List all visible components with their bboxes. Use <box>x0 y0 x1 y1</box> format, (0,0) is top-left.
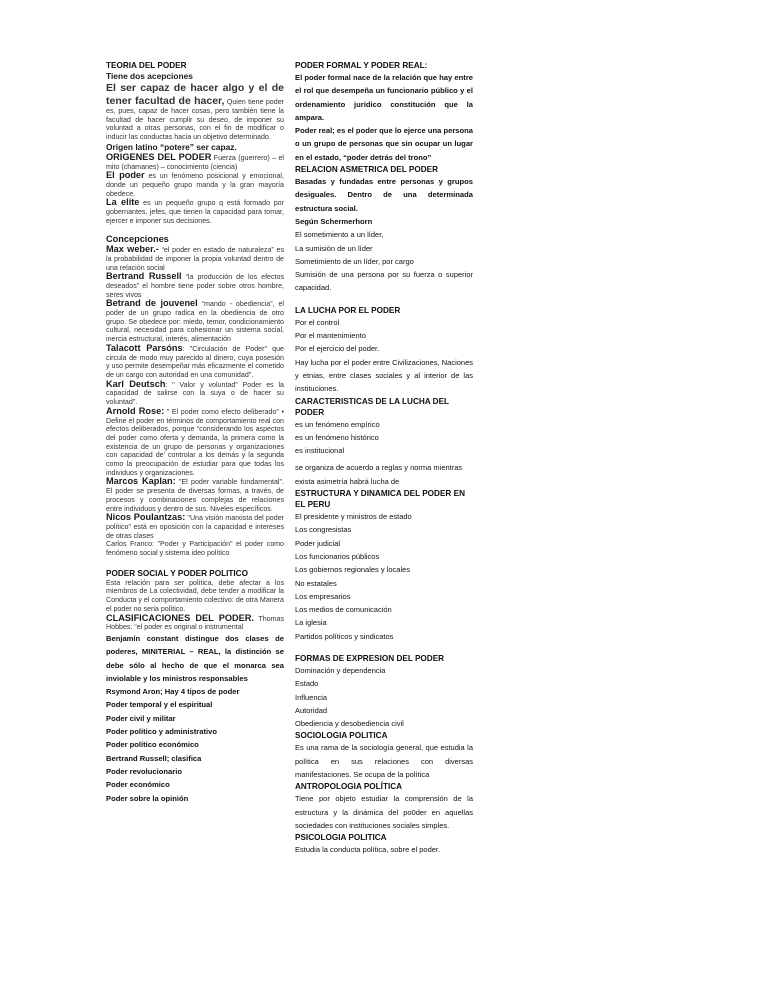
subtitle-acepciones: Tiene dos acepciones <box>106 71 193 81</box>
poder-real-body: Poder real; es el poder que lo ejerce una persona o un grupo de personas que sin ocupar un lugar en el estado, “poder detrás del trono” <box>295 126 473 162</box>
psicologia-body: Estudia la conducta política, sobre el poder. <box>295 845 441 855</box>
concepcion-term: Nicos Poulantzas: <box>106 512 186 523</box>
list-item: Autoridad <box>295 705 328 715</box>
concepcion-term: Talacott Parsóns <box>106 342 183 353</box>
list-item: Obediencia y desobediencia civil <box>295 719 404 729</box>
list-item: Poder económico <box>106 780 170 790</box>
list-item: Poder político y administrativo <box>106 727 217 737</box>
concepcion-item <box>106 477 284 513</box>
concepcion-term: Bertrand Russell <box>106 271 182 282</box>
concepcion-item <box>106 245 284 272</box>
acepcion-body: Quien tiene poder es, pues, capaz de hacer cosas, pero también tiene la facultad de hacer cumplir su deseo, de imponer su voluntad a otras personas, con el fin de modificar o inducir las conductas hacia un objetivo determinado. <box>106 97 285 142</box>
list-item: Benjamín constant distingue dos clases de poderes, MINITERIAL – REAL, la distinción se debe sólo al hecho de que el monarca sea inviolable y los ministros responsables <box>106 633 284 683</box>
list-item: La iglesia <box>295 618 327 628</box>
concepcion-body: “el poder en estado de naturaleza” es la probabilidad de imponer la propia voluntad dentro de una relación social <box>106 246 284 272</box>
list-item: No estatales <box>295 578 337 588</box>
concepcion-term: Arnold Rose: <box>106 405 165 416</box>
list-item: Dominación y dependencia <box>295 665 386 675</box>
list-item: Los congresistas <box>295 525 352 535</box>
asimetrica-body: Basadas y fundadas entre personas y grupos desiguales. Dentro de una determinada estructura social. <box>295 177 473 213</box>
list-item: es institucional <box>295 446 345 456</box>
origen-latino: Origen latino “potere” ser capaz. <box>106 141 237 152</box>
concepcion-body: : " Valor y voluntad" Poder es la capacidad de salirse con la suya o de hacer su voluntad". <box>106 380 284 407</box>
list-item: Estado <box>295 679 319 689</box>
list-item: El presidente y ministros de estado <box>295 512 412 522</box>
concepcion-body: “mando - obediencia”, el poder de un grupo radica en la obediencia de otro grupo. Se obedece por: miedo, temor, condicionamiento cultural, necesidad para cohesionar un sistema social, inercia estructural, interés, alimentación <box>106 300 284 344</box>
poder-social-heading: PODER SOCIAL Y PODER POLITICO <box>106 568 248 578</box>
el-poder-term: El poder <box>106 170 145 181</box>
clasificaciones-heading: CLASIFICACIONES DEL PODER. <box>106 612 254 623</box>
sociologia-heading: SOCIOLOGIA POLITICA <box>295 731 388 741</box>
concepcion-body: : "Circulación de Poder" que circula de modo muy parecido al dinero, cuya posesión y uso permite desempeñar más eficazmente el cometido de un cargo con autoridad en una comunidad". <box>106 344 284 379</box>
list-item: Sometimiento de un líder, por cargo <box>295 256 414 266</box>
lucha-heading: LA LUCHA POR EL PODER <box>295 305 401 315</box>
paragraph-la-elite <box>106 198 284 225</box>
list-item: El sometimiento a un líder, <box>295 230 384 240</box>
sociologia-body: Es una rama de la sociología general, que estudia la política en sus relaciones con diversas manifestaciones. Se ocupa de la política <box>295 743 473 780</box>
list-item: Los gobiernos regionales y locales <box>295 565 411 575</box>
concepcion-item <box>106 513 284 540</box>
list-item: Poder judicial <box>295 538 341 548</box>
paragraph-el-poder <box>106 171 284 198</box>
list-item: Los empresarios <box>295 591 351 601</box>
title-teoria-del-poder: TEORIA DEL PODER <box>106 61 187 70</box>
formal-real-heading: PODER FORMAL Y PODER REAL: <box>295 61 428 70</box>
list-item: Rsymond Aron; Hay 4 tipos de poder <box>106 687 240 697</box>
caracteristicas-body: se organiza de acuerdo a reglas y norma mientras exista asimetría habrá lucha de <box>295 463 463 486</box>
acepcion-heading: El ser capaz de hacer algo y el de tener facultad de hacer, <box>106 82 284 107</box>
poder-social-body: Esta relación para ser política, debe afectar a los miembros de La colectividad, debe tender a modificar la Conducta y el comportamiento colectivo: de otra Manera el poder no seria político. <box>106 578 284 613</box>
list-item: Bertrand Russell; clasifica <box>106 753 202 763</box>
list-item: Por el ejercicio del poder. <box>295 344 380 354</box>
list-item: Partidos políticos y sindicatos <box>295 631 394 641</box>
concepcion-body: "Una visión marxista del poder político" está en oposición con la capacidad e intereses de otras clases <box>106 514 284 540</box>
concepcion-item <box>106 407 284 478</box>
concepcion-body: " El poder como efecto deliberado" • Define el poder en términos de comportamiento real con efectos deliberados, porque “considerando los aspectos del poder como oferta y demanda, la primera como la existencia de un grupo de personas y organizaciones con capacidad de' controlar a los demás y la segunda como la preocupación de estudiar para que todas los individuos y organizaciones. <box>106 407 284 477</box>
list-item: Poder político económico <box>106 740 199 750</box>
concepcion-item <box>106 272 284 299</box>
concepcion-term: Betrand de jouvenel <box>106 298 198 309</box>
sumision-body: Sumisión de una persona por su fuerza o superior capacidad. <box>295 270 473 293</box>
list-item: La sumisión de un líder <box>295 243 373 253</box>
estructura-heading: ESTRUCTURA Y DINAMICA DEL PODER EN EL PERU <box>295 489 465 510</box>
right-column <box>295 60 473 857</box>
formal-real-body: El poder formal nace de la relación que hay entre el rol que desempeña un funcionario público y el ordenamiento jurídico constitución que la ampara. <box>295 73 473 122</box>
concepcion-item <box>106 299 284 344</box>
antropologia-body: Tiene por objeto estudiar la comprensión de la estructura y la dinámica del po0der en aquellas sociedades con instituciones sociales simples. <box>295 794 473 830</box>
list-item: Por el control <box>295 317 340 327</box>
la-elite-term: La elite <box>106 197 140 208</box>
concepcion-item <box>106 380 284 407</box>
carlos-franco: Carlos Franco: "Poder y Participación" el poder como fenómeno social y sistema ideo político <box>106 540 284 558</box>
origenes-body: Fuerza (guerrero) – el mito (chamanes) – conocimiento (ciencia) <box>106 153 284 171</box>
concepcion-term: Max weber.- <box>106 244 159 255</box>
el-poder-body: es un fenómeno posicional y emocional, donde un pequeño grupo manda y la gran mayoría obedece. <box>106 172 284 198</box>
list-item: Influencia <box>295 692 328 702</box>
list-item: Poder civil y militar <box>106 713 176 723</box>
list-item: Poder sobre la opinión <box>106 793 189 803</box>
list-item: Por el mantenimiento <box>295 331 366 341</box>
caracteristicas-heading: CARACTERISTICAS DE LA LUCHA DEL PODER <box>295 396 449 417</box>
la-elite-body: es un pequeño grupo q está formado por gobernantes, jefes, que tienen la capacidad para tomar, ejercer e imponer sus decisiones. <box>106 199 284 225</box>
concepcion-term: Karl Deutsch <box>106 378 166 389</box>
lucha-body: Hay lucha por el poder entre Civilizaciones, Naciones y etnias, entre clases sociales y al interior de las instituciones. <box>295 357 473 394</box>
psicologia-heading: PSICOLOGIA POLITICA <box>295 833 387 843</box>
paragraph-origenes <box>106 153 284 171</box>
clasificaciones-intro: Thomas Hobbes: “el poder es original o instrumental <box>106 614 284 632</box>
concepciones-heading-text: Concepciones <box>106 234 169 245</box>
paragraph-acepcion <box>106 82 284 142</box>
concepcion-term: Marcos Kaplan: <box>106 476 176 487</box>
left-column <box>106 60 284 805</box>
list-item: Los funcionarios públicos <box>295 551 380 561</box>
concepcion-body: "El poder variable fundamental". El poder se presenta de diversas formas, a través, de procesos y combinaciones complejas de relaciones entre individuos y dentro de sus. Niveles específicos. <box>106 478 284 513</box>
origenes-heading: ORIGENES DEL PODER <box>106 151 212 162</box>
list-item: Poder revolucionario <box>106 766 182 776</box>
schermerhorn-heading: Según Schermerhorn <box>295 216 373 226</box>
list-item: Poder temporal y el espiritual <box>106 700 213 710</box>
list-item: es un fenómeno histórico <box>295 432 379 442</box>
formas-heading: FORMAS DE EXPRESION DEL PODER <box>295 653 445 663</box>
antropologia-heading: ANTROPOLOGIA POLÍTICA <box>295 782 403 792</box>
list-item: es un fenómeno empírico <box>295 419 380 429</box>
concepcion-item <box>106 344 284 380</box>
asimetrica-heading: RELACION ASMETRICA DEL PODER <box>295 165 438 175</box>
list-item: Los medios de comunicación <box>295 605 392 615</box>
paragraph-clasificaciones <box>106 614 284 632</box>
concepcion-body: “la producción de los efectos deseados” el hombre tiene poder sobre otros hombre, seres vivos <box>106 273 284 299</box>
